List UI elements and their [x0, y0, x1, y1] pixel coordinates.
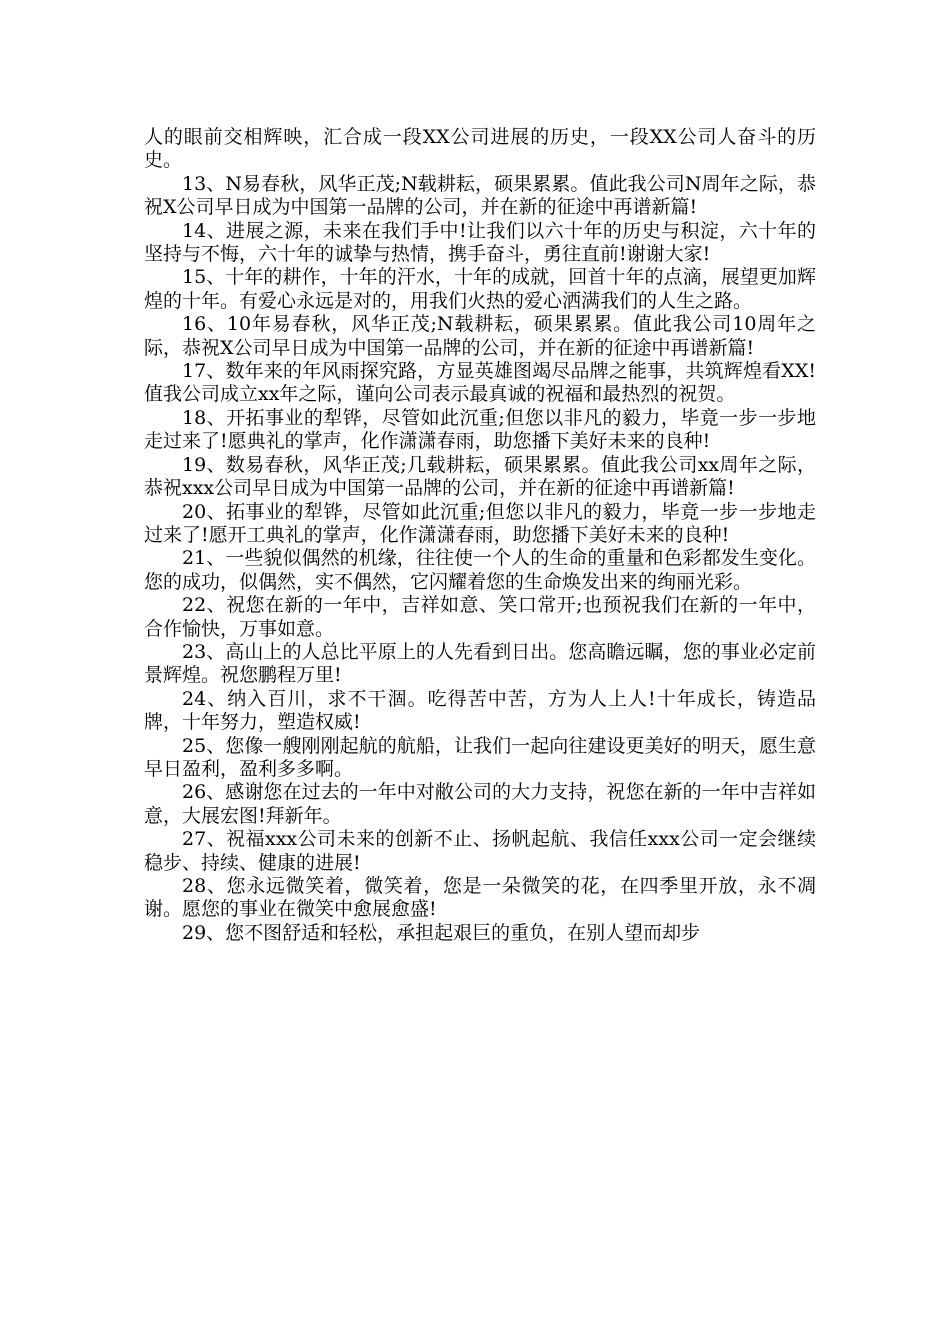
paragraph-item-27: 27、祝福xxx公司未来的创新不止、扬帆起航、我信任xxx公司一定会继续稳步、持续、健康的进展! [144, 828, 816, 874]
paragraph-item-13: 13、N易春秋，风华正茂;N载耕耘，硕果累累。值此我公司N周年之际，恭祝X公司早日成为中国第一品牌的公司，并在新的征途中再谱新篇! [144, 172, 816, 219]
paragraph-item-21: 21、一些貌似偶然的机缘，往往使一个人的生命的重量和色彩都发生变化。您的成功，似偶然，实不偶然，它闪耀着您的生命焕发出来的绚丽光彩。 [144, 547, 816, 593]
document-page [144, 126, 816, 945]
paragraph-item-16: 16、10年易春秋，风华正茂;N载耕耘，硕果累累。值此我公司10周年之际，恭祝X公司早日成为中国第一品牌的公司，并在新的征途中再谱新篇! [144, 313, 816, 359]
paragraph-item-14: 14、进展之源，未来在我们手中!让我们以六十年的历史与积淀，六十年的坚持与不悔，六十年的诚挚与热情，携手奋斗，勇往直前!谢谢大家! [144, 219, 816, 266]
paragraph-item-29: 29、您不图舒适和轻松，承担起艰巨的重负，在别人望而却步 [182, 921, 701, 944]
paragraph-item-17: 17、数年来的年风雨探究路，方显英雄图竭尽品牌之能事，共筑辉煌看XX!值我公司成立xx年之际，谨向公司表示最真诚的祝福和最热烈的祝贺。 [144, 360, 816, 406]
paragraph-item-23: 23、高山上的人总比平原上的人先看到日出。您高瞻远瞩，您的事业必定前景辉煌。祝您鹏程万里! [144, 640, 816, 687]
paragraph-item-19: 19、数易春秋，风华正茂;几载耕耘，硕果累累。值此我公司xx周年之际，恭祝xxx公司早日成为中国第一品牌的公司，并在新的征途中再谱新篇! [144, 453, 816, 500]
paragraph-item-26: 26、感谢您在过去的一年中对敝公司的大力支持，祝您在新的一年中吉祥如意，大展宏图!拜新年。 [144, 781, 816, 827]
paragraph-item-15: 15、十年的耕作，十年的汗水，十年的成就，回首十年的点滴，展望更加辉煌的十年。有爱心永远是对的，用我们火热的爱心洒满我们的人生之路。 [144, 266, 816, 312]
paragraph-item-18: 18、开拓事业的犁铧，尽管如此沉重;但您以非凡的毅力，毕竟一步一步地走过来了!愿典礼的掌声，化作潇潇春雨，助您播下美好未来的良种! [144, 406, 816, 453]
paragraph-item-20: 20、拓事业的犁铧，尽管如此沉重;但您以非凡的毅力，毕竟一步一步地走过来了!愿开工典礼的掌声，化作潇潇春雨，助您播下美好未来的良种! [144, 500, 816, 546]
paragraph-continuation: 人的眼前交相辉映，汇合成一段XX公司进展的历史，一段XX公司人奋斗的历史。 [144, 126, 816, 172]
paragraph-item-25: 25、您像一艘刚刚起航的航船，让我们一起向往建设更美好的明天，愿生意早日盈利，盈利多多啊。 [144, 734, 816, 780]
paragraph-item-24: 24、纳入百川，求不干涸。吃得苦中苦，方为人上人!十年成长，铸造品牌，十年努力，塑造权威! [144, 687, 816, 734]
paragraph-item-28: 28、您永远微笑着，微笑着，您是一朵微笑的花，在四季里开放，永不凋谢。愿您的事业在微笑中愈展愈盛! [144, 875, 816, 921]
paragraph-item-22: 22、祝您在新的一年中，吉祥如意、笑口常开;也预祝我们在新的一年中，合作愉快，万事如意。 [144, 594, 816, 640]
